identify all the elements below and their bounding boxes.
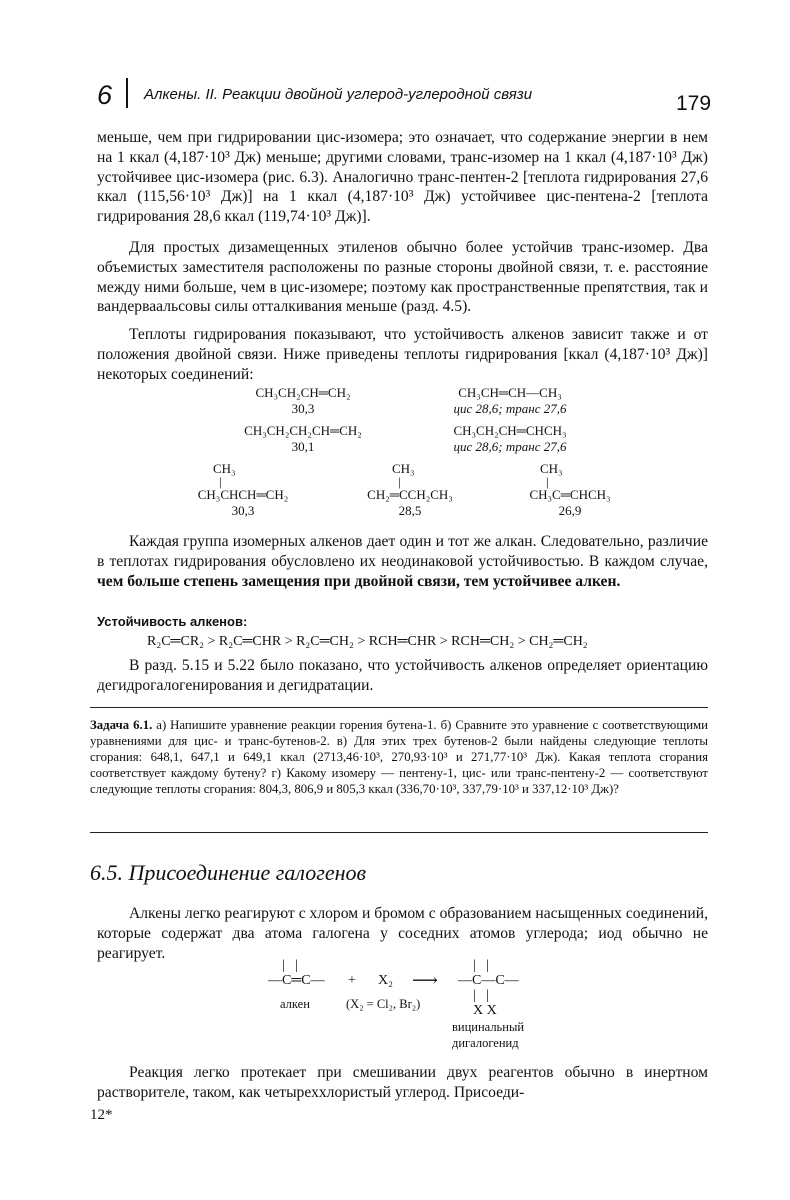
signature-mark: 12* (90, 1107, 113, 1123)
paragraph-3-text: Теплоты гидрирования показывают, что устойчивость алкенов зависит также и от положения двойной связи. Ниже приведены теплоты гидрирования [ккал (4,187·10³ Дж)] некоторых соединений: (97, 326, 708, 383)
bond-line: | (546, 474, 549, 489)
paragraph-6 (97, 904, 708, 963)
paragraph-3 (97, 325, 708, 384)
bond-lines-reactant: | | (275, 958, 299, 973)
compound-2-methylbutene-1 (350, 461, 470, 519)
task-label: Задача 6.1. (90, 718, 153, 732)
eq-substituents: X X (473, 1003, 497, 1018)
section-title: 6.5. Присоединение галогенов (90, 860, 367, 885)
compound-butene-2 (410, 385, 610, 417)
eq-label-halogen: (X₂ = Cl₂, Br₂) (346, 997, 421, 1011)
rule-top (90, 707, 708, 708)
compound-branch: CH₃ (540, 461, 563, 476)
paragraph-6-text: Алкены легко реагируют с хлором и бромом с образованием насыщенных соединений, которые содержат два атома галогена у соседних атомов углерода; иод обычно не реагирует. (97, 905, 708, 962)
bond-lines-product-bottom: | | (466, 988, 490, 1003)
bond-line: | (398, 474, 401, 489)
task-text (90, 718, 708, 798)
paragraph-5-text: В разд. 5.15 и 5.22 было показано, что устойчивость алкенов определяет ориентацию дегидрогалогенирования и дегидратации. (97, 657, 708, 694)
paragraph-1-text: меньше, чем при гидрировании цис-изомера; это означает, что содержание энергии в нем на 1 ккал (4,187·10³ Дж) меньше; другими словами, транс-изомер на 1 ккал (4,187·10³ Дж) устойчивее цис-изомера (рис. 6.3). Аналогично транс-пентен-2 [теплота гидрирования 27,6 ккал (115,56·10³ Дж)] на 1 ккал (4,187·10³ Дж) устойчивее цис-пентена-2 [теплота гидрирования 28,6 ккал (119,74·10³ Дж)]. (97, 129, 708, 226)
eq-product: —C—C— (458, 973, 519, 988)
compound-formula: CH₃CH═CH—CH₃ (458, 385, 562, 400)
paragraph-2-text: Для простых дизамещенных этиленов обычно более устойчив транс-изомер. Два объемистых заместителя расположены по разные стороны двойной связи, т. е. расстояние между ними больше, чем в цис-изомере; поэтому как пространственные препятствия, так и вандерваальсовы силы отталкивания меньше (разд. 4.5). (97, 239, 708, 316)
compound-heat: цис 28,6; транс 27,6 (453, 439, 567, 454)
compound-2-methylbutene-2 (510, 461, 630, 519)
eq-label-product-2: дигалогенид (452, 1036, 519, 1050)
compound-3-methylbutene-1 (183, 461, 303, 519)
paragraph-7-text: Реакция легко протекает при смешивании двух реагентов обычно в инертном растворителе, таком, как четыреххлористый углерод. Присоеди- (97, 1064, 708, 1101)
compound-heat: цис 28,6; транс 27,6 (453, 401, 567, 416)
compound-branch: CH₃ (392, 461, 415, 476)
compound-formula: CH₃CH₂CH═CHCH₃ (453, 423, 567, 438)
paragraph-7 (97, 1063, 708, 1103)
compound-formula: CH₃CHCH═CH₂ (197, 487, 289, 502)
eq-arrow: ⟶ (412, 970, 438, 990)
paragraph-2 (97, 238, 708, 317)
header-divider (126, 78, 128, 108)
compound-pentene-2 (410, 423, 610, 455)
stability-heading: Устойчивость алкенов: (97, 614, 248, 629)
compound-heat: 26,9 (558, 503, 582, 518)
running-header-title: Алкены. II. Реакции двойной углерод-углеродной связи (144, 86, 533, 103)
paragraph-4-normal: Каждая группа изомерных алкенов дает один и тот же алкан. Следовательно, различие в теплотах гидрирования обусловлено их неодинаковой устойчивостью. В каждом случае, (97, 533, 708, 570)
task-body: а) Напишите уравнение реакции горения бутена-1. б) Сравните это уравнение с соответствующими уравнениями для цис- и транс-бутенов-2. в) Для этих трех бутенов-2 были найдены следующие теплоты сгорания: 648,1, 647,1 и 649,1 ккал (2713,46·10³, 270,93·10³ и 271,77·10³ Дж). Какая теплота сгорания соответствует каждому бутену? г) Какому изомеру — пентену-1, цис- или транс-пентену-2 — соответствуют следующие теплоты сгорания: 804,3, 806,9 и 805,3 ккал (336,70·10³, 337,79·10³ и 337,12·10³ Дж)? (90, 718, 708, 796)
eq-label-alkene: алкен (280, 997, 310, 1011)
compound-formula: CH₂═CCH₂CH₃ (367, 487, 453, 502)
paragraph-4-text (97, 532, 708, 591)
compound-heat: 28,5 (398, 503, 422, 518)
paragraph-4-bold: чем больше степень замещения при двойной связи, тем устойчивее алкен. (97, 572, 621, 590)
compound-heat: 30,1 (291, 439, 315, 454)
compound-branch: CH₃ (213, 461, 236, 476)
eq-reagent: X₂ (378, 973, 393, 988)
chapter-number: 6 (97, 80, 113, 110)
task-6-1 (90, 718, 708, 798)
compound-formula: CH₃CH₂CH₂CH═CH₂ (244, 423, 362, 438)
eq-label-product-1: вицинальный (452, 1020, 525, 1034)
paragraph-5 (97, 656, 708, 696)
compound-formula: CH₃CH₂CH═CH₂ (255, 385, 351, 400)
compound-formula: CH₃C═CHCH₃ (529, 487, 611, 502)
paragraph-4 (97, 532, 708, 591)
compound-heat: 30,3 (231, 503, 255, 518)
bond-line: | (219, 474, 222, 489)
compound-pentene-1 (213, 423, 393, 455)
paragraph-1 (97, 128, 708, 227)
bond-lines-product-top: | | (466, 958, 490, 973)
compound-heat: 30,3 (291, 401, 315, 416)
page-number: 179 (676, 92, 712, 115)
eq-plus: + (348, 973, 356, 988)
compound-butene-1 (228, 385, 378, 417)
rule-bottom (90, 832, 708, 833)
eq-reactant: —C═C— (268, 973, 325, 988)
stability-series: R₂C═CR₂ > R₂C═CHR > R₂C═CH₂ > RCH═CHR > RCH═CH₂ > CH₂═CH₂ (147, 634, 588, 649)
